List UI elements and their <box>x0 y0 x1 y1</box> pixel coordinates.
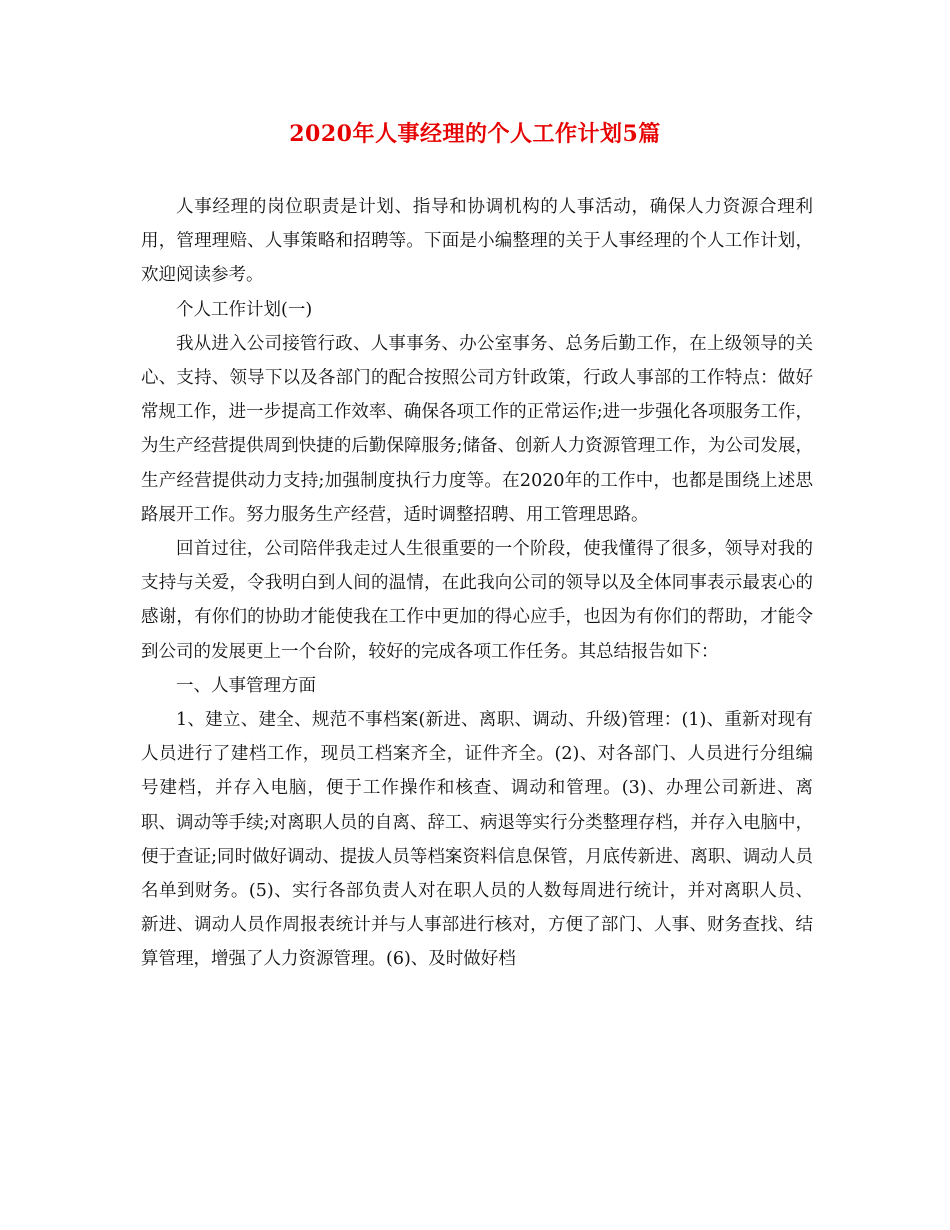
section-heading-plan-1: 个人工作计划(一) <box>176 299 313 320</box>
document-title: 2020年人事经理的个人工作计划5篇 <box>289 121 661 147</box>
paragraph-gratitude: 回首过往，公司陪伴我走过人生很重要的一个阶段，使我懂得了很多，领导对我的支持与关爱，令我明白到人间的温情，在此我向公司的领导以及全体同事表示最衷心的感谢，有你们的协助才能使我在工作中更加的得心应手，也因为有你们的帮助，才能令到公司的发展更上一个台阶，较好的完成各项工作任务。其总结报告如下： <box>141 539 813 662</box>
paragraph-archive-management: 1、建立、建全、规范不事档案(新进、离职、调动、升级)管理：(1)、重新对现有人员进行了建档工作，现员工档案齐全，证件齐全。(2)、对各部门、人员进行分组编号建档，并存入电脑，便于工作操作和核查、调动和管理。(3)、办理公司新进、离职、调动等手续;对离职人员的自离、辞工、病退等实行分类整理存档，并存入电脑中，便于查证;同时做好调动、提拔人员等档案资料信息保管，月底传新进、离职、调动人员名单到财务。(5)、实行各部负责人对在职人员的人数每周进行统计，并对离职人员、新进、调动人员作周报表统计并与人事部进行核对，方便了部门、人事、财务查找、结算管理，增强了人力资源管理。(6)、及时做好档 <box>141 710 813 970</box>
paragraph-work-overview: 我从进入公司接管行政、人事事务、办公室事务、总务后勤工作，在上级领导的关心、支持、领导下以及各部门的配合按照公司方针政策，行政人事部的工作特点：做好常规工作，进一步提高工作效率、确保各项工作的正常运作;进一步强化各项服务工作，为生产经营提供周到快捷的后勤保障服务;储备、创新人力资源管理工作，为公司发展，生产经营提供动力支持;加强制度执行力度等。在2020年的工作中，也都是围绕上述思路展开工作。努力服务生产经营，适时调整招聘、用工管理思路。 <box>141 333 813 525</box>
paragraph-intro: 人事经理的岗位职责是计划、指导和协调机构的人事活动，确保人力资源合理利用，管理理赔、人事策略和招聘等。下面是小编整理的关于人事经理的个人工作计划，欢迎阅读参考。 <box>141 197 813 286</box>
document-body <box>141 190 813 977</box>
section-heading-hr-management: 一、人事管理方面 <box>176 675 316 696</box>
